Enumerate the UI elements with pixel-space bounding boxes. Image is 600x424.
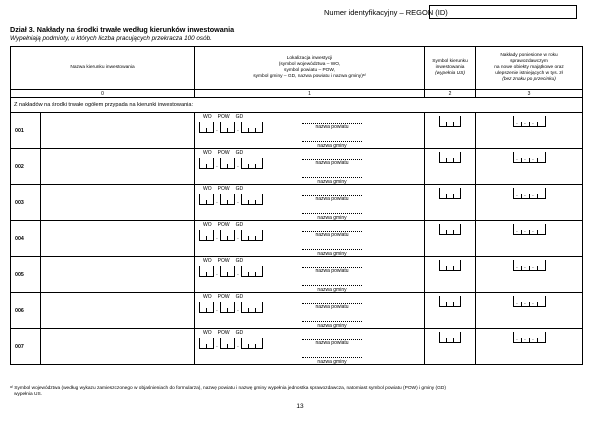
symbol-code-box[interactable] bbox=[439, 116, 461, 127]
location-code-boxes bbox=[199, 230, 263, 241]
symbol-code-box[interactable] bbox=[439, 260, 461, 271]
header-location-line: Lokalizacja inwestycji bbox=[286, 56, 333, 62]
thousands-dot: . bbox=[524, 300, 526, 306]
commune-name-label: nazwa gminy bbox=[317, 251, 347, 257]
thousands-dot: . bbox=[524, 156, 526, 162]
location-code-boxes bbox=[199, 338, 263, 349]
digit-separator bbox=[439, 188, 440, 198]
section-subtitle: Wypełniają podmioty, u których liczba pracujących przekracza 100 osób. bbox=[10, 35, 212, 42]
location-cell bbox=[195, 185, 425, 221]
digit-separator bbox=[255, 164, 256, 168]
digit-separator bbox=[199, 158, 200, 168]
pow-code-box[interactable] bbox=[220, 302, 235, 313]
digit-separator bbox=[255, 236, 256, 240]
header-direction-symbol bbox=[425, 47, 476, 90]
digit-separator bbox=[439, 152, 440, 162]
location-code-boxes bbox=[199, 122, 263, 133]
symbol-cell bbox=[425, 113, 476, 149]
commune-name-label: nazwa gminy bbox=[317, 323, 347, 329]
digit-separator bbox=[248, 200, 249, 204]
commune-name-label: nazwa gminy bbox=[317, 215, 347, 221]
digit-separator bbox=[206, 200, 207, 204]
header-location-line: (symbol województwa – WO, bbox=[278, 62, 341, 68]
digit-separator bbox=[537, 158, 538, 162]
wo-label: WO bbox=[203, 114, 212, 120]
digit-separator bbox=[199, 122, 200, 132]
thousands-dot: . bbox=[524, 120, 526, 126]
digit-separator bbox=[227, 128, 228, 132]
footnote-line: wypełnia US. bbox=[14, 392, 42, 398]
pow-code-box[interactable] bbox=[220, 194, 235, 205]
location-cell bbox=[195, 113, 425, 149]
digit-separator bbox=[545, 332, 546, 342]
digit-separator bbox=[248, 236, 249, 240]
symbol-code-box[interactable] bbox=[439, 152, 461, 163]
digit-separator bbox=[248, 344, 249, 348]
digit-separator bbox=[206, 272, 207, 276]
digit-separator bbox=[262, 194, 263, 204]
digit-separator bbox=[220, 266, 221, 276]
digit-separator bbox=[537, 194, 538, 198]
pow-label: POW bbox=[217, 294, 230, 300]
digit-separator bbox=[453, 338, 454, 342]
wo-label: WO bbox=[203, 258, 212, 264]
digit-separator bbox=[460, 296, 461, 306]
gd-code-box[interactable] bbox=[241, 338, 263, 349]
expenditure-cell bbox=[476, 149, 583, 185]
direction-name-cell[interactable] bbox=[41, 185, 195, 221]
pow-label: POW bbox=[217, 330, 230, 336]
commune-name-line[interactable] bbox=[302, 177, 362, 178]
thousands-dot: . bbox=[516, 300, 518, 306]
digit-separator bbox=[545, 296, 546, 306]
digit-separator bbox=[206, 128, 207, 132]
digit-separator bbox=[199, 338, 200, 348]
location-cell bbox=[195, 293, 425, 329]
expenditure-cell bbox=[476, 329, 583, 365]
thousands-dot: . bbox=[516, 192, 518, 198]
expenditure-value-box[interactable] bbox=[513, 296, 546, 307]
pow-label: POW bbox=[217, 114, 230, 120]
pow-label: POW bbox=[217, 258, 230, 264]
symbol-cell bbox=[425, 257, 476, 293]
digit-separator bbox=[262, 302, 263, 312]
code-labels bbox=[203, 222, 249, 228]
digit-separator bbox=[537, 266, 538, 270]
table-row bbox=[11, 257, 583, 293]
symbol-code-box[interactable] bbox=[439, 188, 461, 199]
regon-label: Numer identyfikacyjny – REGON (ID) bbox=[324, 8, 448, 17]
digit-separator bbox=[439, 224, 440, 234]
wo-label: WO bbox=[203, 186, 212, 192]
table-row bbox=[11, 113, 583, 149]
direction-name-cell[interactable] bbox=[41, 329, 195, 365]
digit-separator bbox=[446, 122, 447, 126]
table-row bbox=[11, 221, 583, 257]
digit-separator bbox=[537, 302, 538, 306]
gd-code-box[interactable] bbox=[241, 158, 263, 169]
row-number: 006 bbox=[11, 293, 41, 329]
thousands-dot: . bbox=[524, 192, 526, 198]
symbol-cell bbox=[425, 149, 476, 185]
code-labels bbox=[203, 258, 249, 264]
wo-code-box[interactable] bbox=[199, 194, 214, 205]
digit-separator bbox=[241, 338, 242, 348]
header-symbol-line: inwestowania bbox=[435, 65, 465, 70]
separator-dot: . bbox=[237, 199, 239, 205]
digit-separator bbox=[248, 164, 249, 168]
digit-separator bbox=[255, 272, 256, 276]
separator-dot: . bbox=[237, 163, 239, 169]
summary-row: Z nakładów na środki trwałe ogółem przypada na kierunki inwestowania: bbox=[11, 98, 583, 113]
expenditure-cell bbox=[476, 185, 583, 221]
symbol-cell bbox=[425, 293, 476, 329]
commune-name-label: nazwa gminy bbox=[317, 143, 347, 149]
digit-separator bbox=[255, 200, 256, 204]
wo-code-box[interactable] bbox=[199, 338, 214, 349]
district-name-label: nazwa powiatu bbox=[315, 232, 349, 238]
header-direction-name: Nazwa kierunku inwestowania bbox=[11, 47, 195, 90]
expenditure-value-box[interactable] bbox=[513, 224, 546, 235]
gd-code-box[interactable] bbox=[241, 194, 263, 205]
gd-label: GD bbox=[235, 114, 244, 120]
digit-separator bbox=[446, 158, 447, 162]
district-name-label: nazwa powiatu bbox=[315, 268, 349, 274]
thousands-dot: . bbox=[516, 264, 518, 270]
thousands-dot: . bbox=[532, 156, 534, 162]
gd-label: GD bbox=[235, 330, 244, 336]
pow-label: POW bbox=[217, 186, 230, 192]
digit-separator bbox=[206, 164, 207, 168]
digit-separator bbox=[220, 230, 221, 240]
digit-separator bbox=[227, 308, 228, 312]
digit-separator bbox=[227, 200, 228, 204]
expenditure-value-box[interactable] bbox=[513, 116, 546, 127]
thousands-dot: . bbox=[532, 336, 534, 342]
gd-label: GD bbox=[235, 294, 244, 300]
thousands-dot: . bbox=[524, 336, 526, 342]
header-location-line: symbol gminy – GD, nazwa powiatu i nazwa gminy)ᵃ⁾ bbox=[253, 73, 366, 79]
digit-separator bbox=[199, 230, 200, 240]
district-name-label: nazwa powiatu bbox=[315, 160, 349, 166]
digit-separator bbox=[206, 308, 207, 312]
digit-separator bbox=[248, 128, 249, 132]
commune-name-label: nazwa gminy bbox=[317, 359, 347, 365]
digit-separator bbox=[460, 224, 461, 234]
commune-name-line[interactable] bbox=[302, 357, 362, 358]
digit-separator bbox=[537, 230, 538, 234]
pow-label: POW bbox=[217, 222, 230, 228]
wo-code-box[interactable] bbox=[199, 122, 214, 133]
separator-dot: . bbox=[237, 343, 239, 349]
thousands-dot: . bbox=[516, 228, 518, 234]
digit-separator bbox=[199, 194, 200, 204]
digit-separator bbox=[439, 260, 440, 270]
page-number: 13 bbox=[296, 403, 304, 410]
header-expenditures-line: Nakłady poniesione w roku bbox=[500, 53, 558, 59]
separator-dot: . bbox=[216, 235, 218, 241]
digit-separator bbox=[262, 266, 263, 276]
commune-name-line[interactable] bbox=[302, 285, 362, 286]
header-expenditures-line: sprawozdawczym bbox=[510, 59, 548, 65]
digit-separator bbox=[446, 338, 447, 342]
expenditure-cell bbox=[476, 257, 583, 293]
separator-dot: . bbox=[216, 307, 218, 313]
symbol-code-box[interactable] bbox=[439, 332, 461, 343]
separator-dot: . bbox=[216, 343, 218, 349]
direction-name-cell[interactable] bbox=[41, 149, 195, 185]
digit-separator bbox=[537, 338, 538, 342]
digit-separator bbox=[248, 308, 249, 312]
digit-separator bbox=[453, 122, 454, 126]
digit-separator bbox=[262, 230, 263, 240]
investment-table bbox=[10, 46, 583, 365]
gd-code-box[interactable] bbox=[241, 266, 263, 277]
commune-name-line[interactable] bbox=[302, 249, 362, 250]
regon-field[interactable] bbox=[429, 5, 577, 19]
symbol-code-box[interactable] bbox=[439, 224, 461, 235]
separator-dot: . bbox=[216, 127, 218, 133]
digit-separator bbox=[206, 236, 207, 240]
digit-separator bbox=[460, 152, 461, 162]
pow-code-box[interactable] bbox=[220, 338, 235, 349]
row-number: 007 bbox=[11, 329, 41, 365]
digit-separator bbox=[460, 188, 461, 198]
digit-separator bbox=[439, 296, 440, 306]
digit-separator bbox=[206, 344, 207, 348]
separator-dot: . bbox=[237, 271, 239, 277]
expenditure-value-box[interactable] bbox=[513, 152, 546, 163]
location-cell bbox=[195, 221, 425, 257]
digit-separator bbox=[545, 224, 546, 234]
pow-code-box[interactable] bbox=[220, 266, 235, 277]
digit-separator bbox=[439, 116, 440, 126]
digit-separator bbox=[460, 332, 461, 342]
header-expenditures-line: ulepszenie istniejących w tys. zł bbox=[495, 70, 563, 76]
separator-dot: . bbox=[216, 271, 218, 277]
header-expenditures-note: (bez znaku po przecinku) bbox=[502, 76, 556, 82]
digit-separator bbox=[537, 122, 538, 126]
location-code-boxes bbox=[199, 194, 263, 205]
gd-code-box[interactable] bbox=[241, 302, 263, 313]
digit-separator bbox=[453, 266, 454, 270]
data-rows bbox=[11, 113, 583, 365]
district-name-label: nazwa powiatu bbox=[315, 196, 349, 202]
digit-separator bbox=[227, 272, 228, 276]
symbol-cell bbox=[425, 329, 476, 365]
column-number: 0 bbox=[11, 90, 195, 98]
column-number: 3 bbox=[476, 90, 583, 98]
location-cell bbox=[195, 257, 425, 293]
digit-separator bbox=[460, 260, 461, 270]
digit-separator bbox=[255, 128, 256, 132]
table-row bbox=[11, 149, 583, 185]
digit-separator bbox=[241, 158, 242, 168]
separator-dot: . bbox=[216, 163, 218, 169]
expenditure-cell bbox=[476, 113, 583, 149]
thousands-dot: . bbox=[532, 192, 534, 198]
digit-separator bbox=[248, 272, 249, 276]
location-cell bbox=[195, 329, 425, 365]
digit-separator bbox=[199, 302, 200, 312]
table-row bbox=[11, 329, 583, 365]
table-row bbox=[11, 185, 583, 221]
column-number: 2 bbox=[425, 90, 476, 98]
district-name-label: nazwa powiatu bbox=[315, 124, 349, 130]
pow-code-box[interactable] bbox=[220, 122, 235, 133]
separator-dot: . bbox=[237, 235, 239, 241]
thousands-dot: . bbox=[532, 228, 534, 234]
digit-separator bbox=[446, 230, 447, 234]
row-number: 001 bbox=[11, 113, 41, 149]
location-code-boxes bbox=[199, 302, 263, 313]
location-cell bbox=[195, 149, 425, 185]
digit-separator bbox=[545, 188, 546, 198]
wo-code-box[interactable] bbox=[199, 230, 214, 241]
symbol-cell bbox=[425, 221, 476, 257]
digit-separator bbox=[220, 338, 221, 348]
digit-separator bbox=[220, 158, 221, 168]
digit-separator bbox=[453, 230, 454, 234]
gd-code-box[interactable] bbox=[241, 122, 263, 133]
digit-separator bbox=[446, 302, 447, 306]
header-symbol-line: Symbol kierunku bbox=[432, 59, 468, 65]
code-labels bbox=[203, 114, 249, 120]
wo-label: WO bbox=[203, 330, 212, 336]
wo-label: WO bbox=[203, 222, 212, 228]
row-number: 003 bbox=[11, 185, 41, 221]
header-symbol-note: (wypełnia US) bbox=[435, 70, 465, 76]
gd-label: GD bbox=[235, 150, 244, 156]
direction-name-cell[interactable] bbox=[41, 113, 195, 149]
digit-separator bbox=[446, 266, 447, 270]
commune-name-line[interactable] bbox=[302, 141, 362, 142]
digit-separator bbox=[241, 230, 242, 240]
commune-name-label: nazwa gminy bbox=[317, 287, 347, 293]
direction-name-cell[interactable] bbox=[41, 293, 195, 329]
digit-separator bbox=[446, 194, 447, 198]
digit-separator bbox=[453, 194, 454, 198]
gd-label: GD bbox=[235, 258, 244, 264]
thousands-dot: . bbox=[516, 156, 518, 162]
direction-name-cell[interactable] bbox=[41, 257, 195, 293]
footnote bbox=[10, 386, 590, 399]
separator-dot: . bbox=[237, 127, 239, 133]
thousands-dot: . bbox=[532, 300, 534, 306]
expenditure-value-box[interactable] bbox=[513, 332, 546, 343]
wo-label: WO bbox=[203, 294, 212, 300]
thousands-dot: . bbox=[532, 264, 534, 270]
code-labels bbox=[203, 186, 249, 192]
digit-separator bbox=[262, 158, 263, 168]
thousands-dot: . bbox=[524, 264, 526, 270]
expenditure-cell bbox=[476, 221, 583, 257]
thousands-dot: . bbox=[516, 120, 518, 126]
pow-code-box[interactable] bbox=[220, 230, 235, 241]
gd-label: GD bbox=[235, 222, 244, 228]
header-location bbox=[195, 47, 425, 90]
table-row bbox=[11, 293, 583, 329]
digit-separator bbox=[262, 122, 263, 132]
expenditure-value-box[interactable] bbox=[513, 260, 546, 271]
pow-label: POW bbox=[217, 150, 230, 156]
expenditure-value-box[interactable] bbox=[513, 188, 546, 199]
header-expenditures-line: na nowe obiekty majątkowe oraz bbox=[494, 65, 564, 70]
digit-separator bbox=[255, 308, 256, 312]
symbol-code-box[interactable] bbox=[439, 296, 461, 307]
commune-name-label: nazwa gminy bbox=[317, 179, 347, 185]
district-name-label: nazwa powiatu bbox=[315, 304, 349, 310]
row-number: 005 bbox=[11, 257, 41, 293]
digit-separator bbox=[227, 344, 228, 348]
footnote-line: ᵃ⁾ Symbol województwa (według wykazu zamieszczonego w objaśnieniach do formularza), nazwę powiatu i nazwę gminy wypełnia jednostka sprawozdawcza, natomiast symbol powiatu (POW) i gminy (GD) bbox=[10, 386, 446, 391]
wo-label: WO bbox=[203, 150, 212, 156]
wo-code-box[interactable] bbox=[199, 158, 214, 169]
header-expenditures bbox=[476, 47, 583, 90]
digit-separator bbox=[460, 116, 461, 126]
digit-separator bbox=[545, 260, 546, 270]
digit-separator bbox=[545, 116, 546, 126]
digit-separator bbox=[453, 158, 454, 162]
digit-separator bbox=[439, 332, 440, 342]
thousands-dot: . bbox=[532, 120, 534, 126]
commune-name-line[interactable] bbox=[302, 213, 362, 214]
row-number: 002 bbox=[11, 149, 41, 185]
digit-separator bbox=[241, 122, 242, 132]
code-labels bbox=[203, 294, 249, 300]
wo-code-box[interactable] bbox=[199, 266, 214, 277]
digit-separator bbox=[220, 194, 221, 204]
digit-separator bbox=[241, 302, 242, 312]
code-labels bbox=[203, 150, 249, 156]
digit-separator bbox=[241, 266, 242, 276]
header-location-line: symbol powiatu – POW, bbox=[284, 68, 335, 73]
direction-name-cell[interactable] bbox=[41, 221, 195, 257]
gd-code-box[interactable] bbox=[241, 230, 263, 241]
column-number: 1 bbox=[195, 90, 425, 98]
digit-separator bbox=[241, 194, 242, 204]
location-code-boxes bbox=[199, 266, 263, 277]
expenditure-cell bbox=[476, 293, 583, 329]
digit-separator bbox=[199, 266, 200, 276]
location-code-boxes bbox=[199, 158, 263, 169]
digit-separator bbox=[227, 164, 228, 168]
code-labels bbox=[203, 330, 249, 336]
row-number: 004 bbox=[11, 221, 41, 257]
separator-dot: . bbox=[216, 199, 218, 205]
separator-dot: . bbox=[237, 307, 239, 313]
section-title: Dział 3. Nakłady na środki trwałe według kierunków inwestowania bbox=[10, 25, 235, 34]
digit-separator bbox=[220, 122, 221, 132]
wo-code-box[interactable] bbox=[199, 302, 214, 313]
gd-label: GD bbox=[235, 186, 244, 192]
thousands-dot: . bbox=[524, 228, 526, 234]
digit-separator bbox=[227, 236, 228, 240]
thousands-dot: . bbox=[516, 336, 518, 342]
commune-name-line[interactable] bbox=[302, 321, 362, 322]
pow-code-box[interactable] bbox=[220, 158, 235, 169]
digit-separator bbox=[255, 344, 256, 348]
digit-separator bbox=[220, 302, 221, 312]
symbol-cell bbox=[425, 185, 476, 221]
digit-separator bbox=[453, 302, 454, 306]
digit-separator bbox=[545, 152, 546, 162]
district-name-label: nazwa powiatu bbox=[315, 340, 349, 346]
digit-separator bbox=[262, 338, 263, 348]
